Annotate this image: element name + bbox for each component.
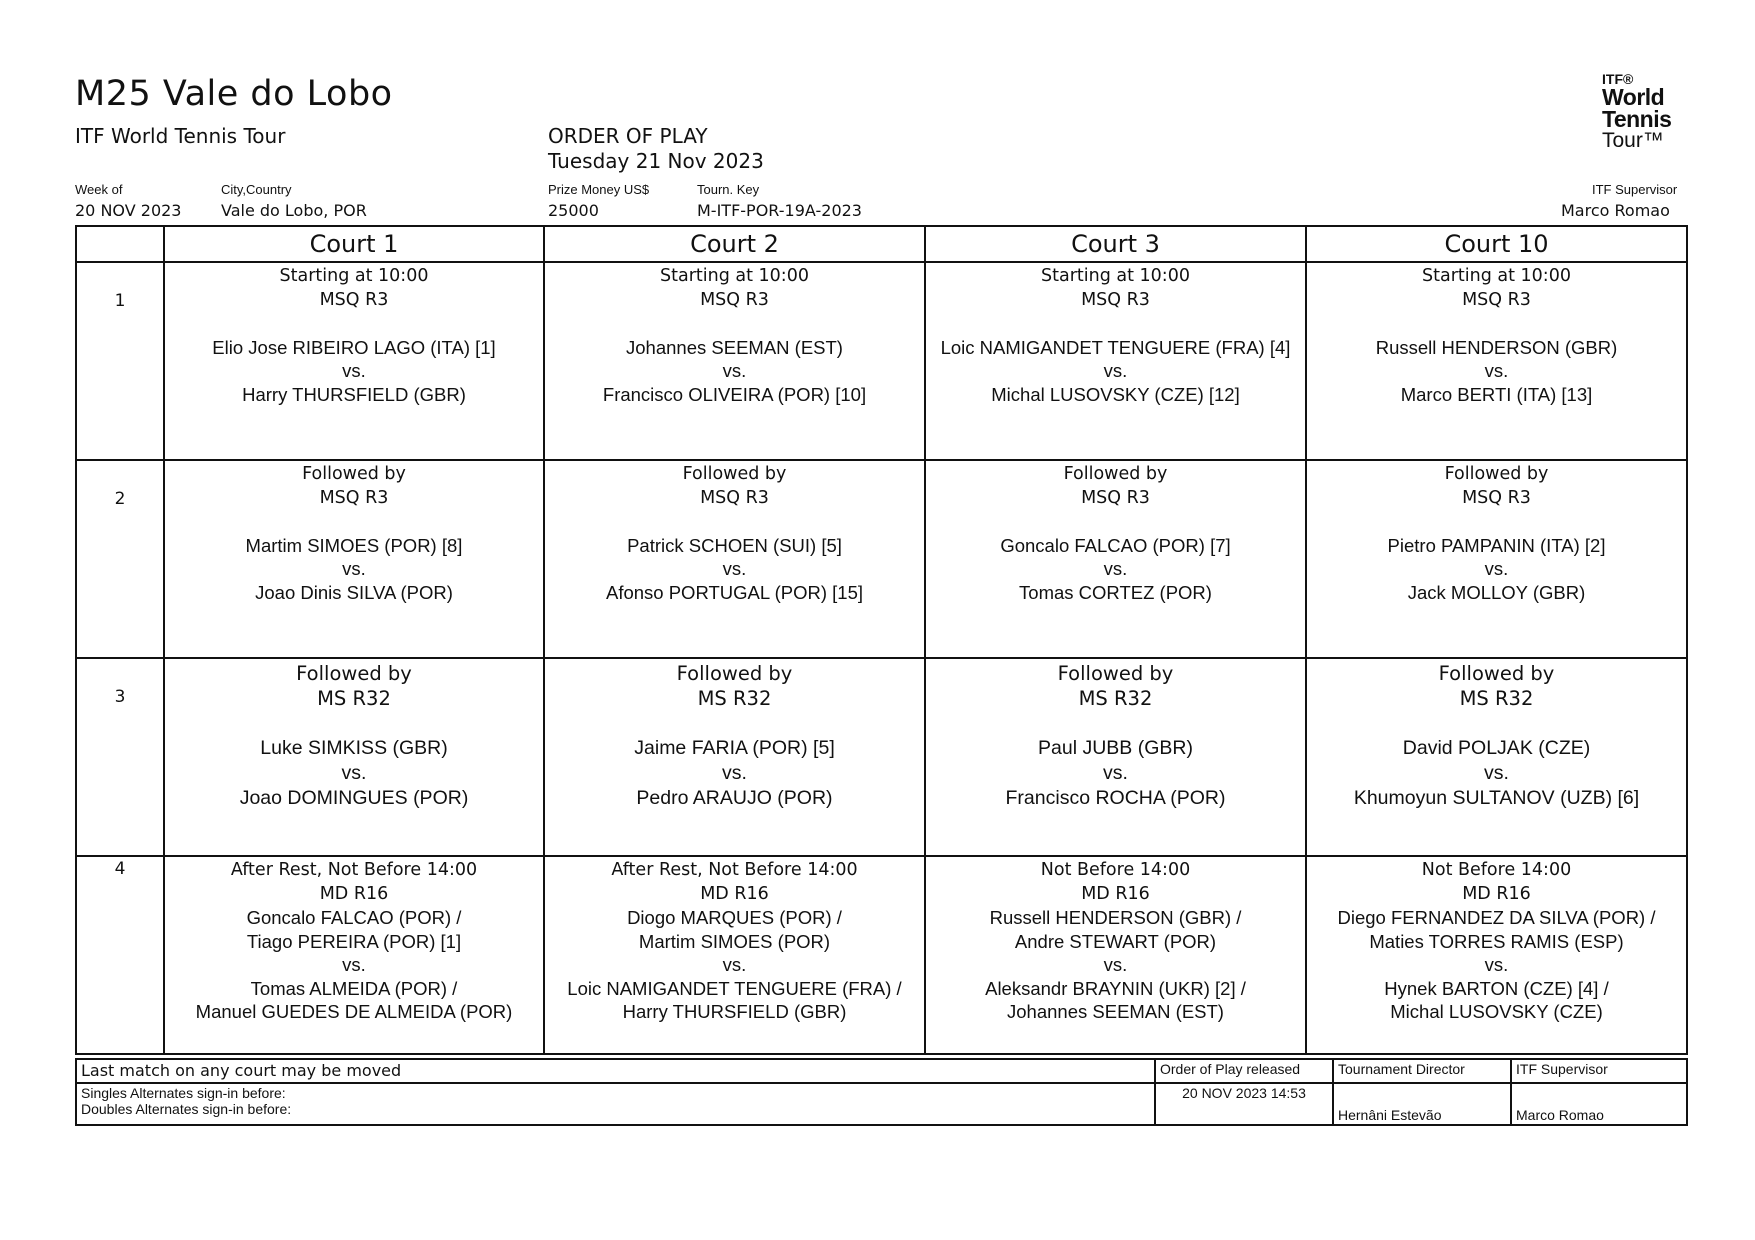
vs-label: vs. <box>1103 762 1128 784</box>
match-cell <box>1306 262 1687 460</box>
event-round: MSQ R3 <box>319 487 389 508</box>
player-two: Harry THURSFIELD (GBR) <box>242 383 466 405</box>
start-time: Followed by <box>1057 662 1174 685</box>
match-row <box>76 856 1687 1054</box>
tourn-key-value: M-ITF-POR-19A-2023 <box>697 201 862 220</box>
logo-world: World <box>1602 84 1665 110</box>
team-two-player-two: Johannes SEEMAN (EST) <box>1007 1001 1224 1022</box>
player-two: Francisco ROCHA (POR) <box>1005 787 1226 809</box>
player-one: Martim SIMOES (POR) [8] <box>245 534 463 556</box>
team-two-player-one: Loic NAMIGANDET TENGUERE (FRA) / <box>567 977 902 999</box>
event-round: MD R16 <box>319 883 389 904</box>
match-row <box>76 262 1687 460</box>
team-two-player-two: Harry THURSFIELD (GBR) <box>622 1001 847 1022</box>
player-one: Russell HENDERSON (GBR) <box>1375 336 1618 358</box>
vs-label: vs. <box>341 762 367 784</box>
player-one: Patrick SCHOEN (SUI) [5] <box>627 534 842 556</box>
event-round: MSQ R3 <box>1081 289 1150 310</box>
alternates-cell <box>76 1083 1155 1125</box>
match-cell <box>544 262 925 460</box>
player-two: Joao DOMINGUES (POR) <box>239 787 469 809</box>
match-cell <box>164 460 544 658</box>
team-one-player-one: Goncalo FALCAO (POR) / <box>246 907 462 928</box>
footer-supervisor-value: Marco Romao <box>1511 1083 1687 1125</box>
start-time: After Rest, Not Before 14:00 <box>230 860 478 880</box>
event-round: MSQ R3 <box>700 289 769 310</box>
logo-tour: Tour™ <box>1602 129 1664 152</box>
round-number: 4 <box>76 856 164 1054</box>
player-one: Luke SIMKISS (GBR) <box>260 737 448 759</box>
player-one: Loic NAMIGANDET TENGUERE (FRA) [4] <box>940 336 1291 358</box>
match-cell <box>925 658 1306 856</box>
player-two: Tomas CORTEZ (POR) <box>1019 581 1212 603</box>
week-value: 20 NOV 2023 <box>75 201 182 220</box>
tourn-key-label: Tourn. Key <box>697 182 760 197</box>
order-of-play-label: ORDER OF PLAY <box>548 124 708 148</box>
player-one: Johannes SEEMAN (EST) <box>626 336 843 358</box>
order-of-play-date: Tuesday 21 Nov 2023 <box>548 149 764 173</box>
start-time: Followed by <box>676 662 793 685</box>
vs-label: vs. <box>722 762 747 784</box>
vs-label: vs. <box>342 558 366 579</box>
event-round: MD R16 <box>700 883 769 904</box>
start-time: Followed by <box>296 662 412 685</box>
round-number: 3 <box>76 658 164 856</box>
tour-name: ITF World Tennis Tour <box>75 124 286 148</box>
court-header: Court 3 <box>925 226 1306 262</box>
player-one: Elio Jose RIBEIRO LAGO (ITA) [1] <box>212 336 496 358</box>
court-header: Court 2 <box>544 226 925 262</box>
match-cell <box>164 856 544 1054</box>
match-cell <box>544 658 925 856</box>
player-one: David POLJAK (CZE) <box>1402 737 1591 759</box>
match-cell <box>1306 856 1687 1054</box>
player-two: Khumoyun SULTANOV (UZB) [6] <box>1353 787 1640 809</box>
match-row <box>76 658 1687 856</box>
match-cell <box>925 460 1306 658</box>
player-one: Paul JUBB (GBR) <box>1038 737 1193 759</box>
corner-cell <box>76 226 164 262</box>
event-round: MD R16 <box>1462 883 1531 904</box>
start-time: Starting at 10:00 <box>1422 266 1571 286</box>
supervisor-label: ITF Supervisor <box>1592 182 1678 197</box>
city-value: Vale do Lobo, POR <box>221 201 367 220</box>
vs-label: vs. <box>342 360 366 381</box>
start-time: Not Before 14:00 <box>1040 860 1191 880</box>
footer-table <box>75 1058 1688 1126</box>
team-two-player-one: Aleksandr BRAYNIN (UKR) [2] / <box>985 977 1246 999</box>
event-round: MSQ R3 <box>319 289 389 310</box>
vs-label: vs. <box>1103 954 1128 975</box>
player-two: Pedro ARAUJO (POR) <box>636 787 833 809</box>
event-round: MS R32 <box>317 687 391 710</box>
vs-label: vs. <box>722 954 747 975</box>
start-time: After Rest, Not Before 14:00 <box>611 860 858 880</box>
vs-label: vs. <box>722 558 747 579</box>
singles-alternates: Singles Alternates sign-in before: <box>81 1085 286 1101</box>
player-two: Jack MOLLOY (GBR) <box>1407 581 1586 603</box>
vs-label: vs. <box>1103 360 1128 381</box>
team-one-player-two: Maties TORRES RAMIS (ESP) <box>1369 930 1624 952</box>
logo-tennis: Tennis <box>1602 106 1672 132</box>
week-label: Week of <box>75 182 123 197</box>
player-two: Afonso PORTUGAL (POR) [15] <box>605 581 864 603</box>
team-one-player-two: Tiago PEREIRA (POR) [1] <box>246 930 462 952</box>
player-two: Francisco OLIVEIRA (POR) [10] <box>602 383 867 405</box>
player-two: Marco BERTI (ITA) [13] <box>1400 383 1593 405</box>
team-one-player-one: Russell HENDERSON (GBR) / <box>989 907 1242 928</box>
footer-supervisor-label: ITF Supervisor <box>1511 1059 1687 1083</box>
team-two-player-two: Michal LUSOVSKY (CZE) <box>1390 1001 1603 1022</box>
supervisor-value: Marco Romao <box>1561 201 1670 220</box>
round-number: 1 <box>76 262 164 460</box>
start-time: Followed by <box>682 464 787 484</box>
start-time: Starting at 10:00 <box>1041 266 1190 286</box>
player-one: Pietro PAMPANIN (ITA) [2] <box>1387 534 1606 556</box>
vs-label: vs. <box>722 360 747 381</box>
start-time: Followed by <box>1444 464 1549 484</box>
director-value: Hernâni Estevão <box>1333 1083 1511 1125</box>
vs-label: vs. <box>1484 360 1509 381</box>
event-round: MSQ R3 <box>1462 289 1531 310</box>
released-value: 20 NOV 2023 14:53 <box>1155 1083 1333 1125</box>
start-time: Followed by <box>302 464 406 484</box>
event-round: MS R32 <box>1459 687 1534 710</box>
vs-label: vs. <box>342 954 366 975</box>
team-one-player-two: Andre STEWART (POR) <box>1014 930 1217 952</box>
city-label: City,Country <box>221 182 292 197</box>
player-one: Jaime FARIA (POR) [5] <box>634 737 835 759</box>
match-cell <box>544 856 925 1054</box>
vs-label: vs. <box>1484 954 1509 975</box>
released-label: Order of Play released <box>1155 1059 1333 1083</box>
itf-world-tennis-tour-logo <box>1602 72 1702 151</box>
vs-label: vs. <box>1484 558 1509 579</box>
court-header: Court 1 <box>164 226 544 262</box>
match-cell <box>1306 658 1687 856</box>
match-row <box>76 460 1687 658</box>
event-round: MSQ R3 <box>700 487 769 508</box>
match-cell <box>164 658 544 856</box>
start-time: Not Before 14:00 <box>1421 860 1572 880</box>
prize-value: 25000 <box>548 201 599 220</box>
match-cell <box>925 856 1306 1054</box>
logo-itf: ITF® <box>1602 71 1634 87</box>
start-time: Starting at 10:00 <box>279 266 429 286</box>
event-round: MSQ R3 <box>1081 487 1150 508</box>
prize-label: Prize Money US$ <box>548 182 650 197</box>
event-round: MD R16 <box>1081 883 1150 904</box>
court-header: Court 10 <box>1306 226 1687 262</box>
round-number: 2 <box>76 460 164 658</box>
order-of-play-table <box>75 225 1688 1055</box>
team-one-player-one: Diogo MARQUES (POR) / <box>627 907 842 928</box>
event-round: MS R32 <box>697 687 772 710</box>
event-round: MSQ R3 <box>1462 487 1531 508</box>
start-time: Starting at 10:00 <box>660 266 809 286</box>
player-one: Goncalo FALCAO (POR) [7] <box>1000 534 1231 556</box>
team-two-player-one: Hynek BARTON (CZE) [4] / <box>1384 977 1609 999</box>
team-one-player-one: Diego FERNANDEZ DA SILVA (POR) / <box>1337 907 1656 928</box>
player-two: Joao Dinis SILVA (POR) <box>255 581 453 603</box>
footer-note: Last match on any court may be moved <box>76 1059 1155 1083</box>
team-two-player-one: Tomas ALMEIDA (POR) / <box>250 977 458 999</box>
vs-label: vs. <box>1103 558 1128 579</box>
vs-label: vs. <box>1484 762 1509 784</box>
player-two: Michal LUSOVSKY (CZE) [12] <box>991 383 1240 405</box>
match-cell <box>925 262 1306 460</box>
match-cell <box>164 262 544 460</box>
director-label: Tournament Director <box>1333 1059 1511 1083</box>
match-cell <box>544 460 925 658</box>
team-two-player-two: Manuel GUEDES DE ALMEIDA (POR) <box>195 1001 513 1022</box>
team-one-player-two: Martim SIMOES (POR) <box>638 930 831 952</box>
start-time: Followed by <box>1438 662 1555 685</box>
start-time: Followed by <box>1063 464 1168 484</box>
court-header-row <box>76 226 1687 262</box>
doubles-alternates: Doubles Alternates sign-in before: <box>81 1101 292 1117</box>
match-cell <box>1306 460 1687 658</box>
tournament-title: M25 Vale do Lobo <box>75 74 393 114</box>
event-round: MS R32 <box>1078 687 1153 710</box>
